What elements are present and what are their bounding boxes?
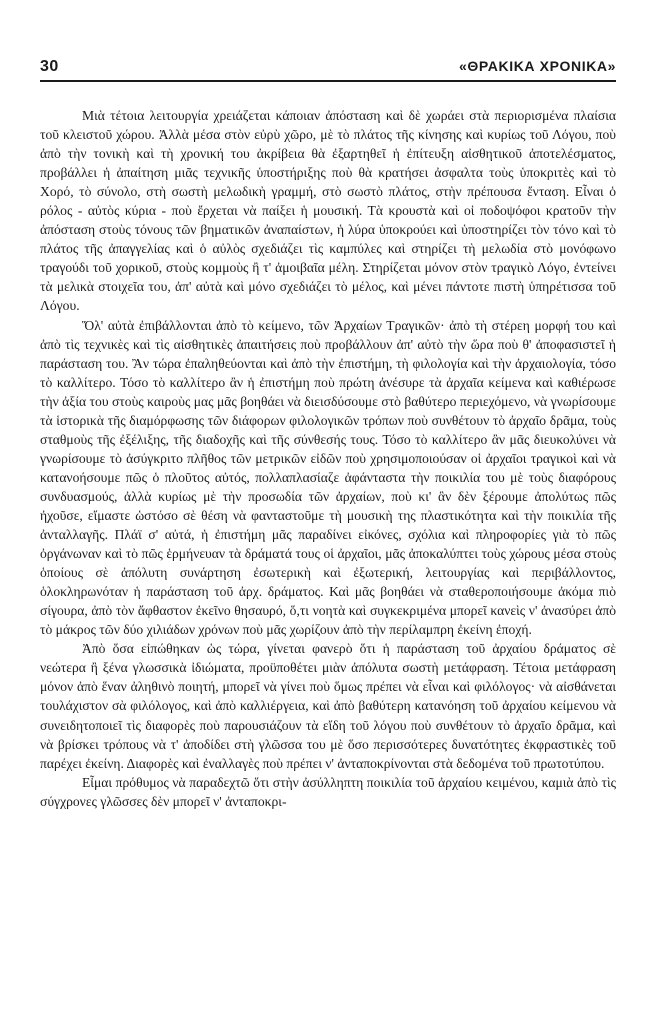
paragraph: Ἀπὸ ὅσα εἰπώθηκαν ὡς τώρα, γίνεται φανερὸ ὅτι ἡ παράσταση τοῦ ἀρχαίου δράματος σὲ νεώτερα ἢ ξένα γλωσσικὰ ἰδιώματα, προϋποθέτει μιὰν ἀπόλυτα σωστὴ μετάφραση. Τέτοια μετάφραση μόνον ἀπὸ ἕναν ἀληθινὸ ποιητή, μπορεῖ νὰ γίνει ποὺ ὅμως πρέπει νὰ εἶναι καὶ φιλόλογος· νὰ αἰσθάνεται τουλάχιστον σὰ φιλόλογος, καὶ ἀπὸ καλλιέργεια, καὶ ἀπὸ βαθύτερη κατανόηση τοῦ ἀρχαίου κείμενου νὰ συνειδητοποιεῖ τὶς διαφορὲς ποὺ παρουσιάζουν τὰ εἴδη τοῦ λόγου ποὺ συνθέτουν τὸ ἀρχαῖο δρᾶμα, καὶ νὰ βρίσκει τρόπους νὰ τ' ἀποδίδει στὴ γλῶσσα του μὲ ὅσο περισσότερες δυνατότητες ἐκφραστικὲς τοῦ παρέχει ἐκείνη. Διαφορὲς καὶ ἐναλλαγὲς ποὺ πρέπει ν' ἀνταποκρίνονται στὰ δεδομένα τοῦ πρωτοτύπου.: [40, 641, 616, 771]
running-title: «ΘΡΑΚΙΚΑ ΧΡΟΝΙΚΑ»: [459, 58, 616, 74]
paragraph: Μιὰ τέτοια λειτουργία χρειάζεται κάποιαν ἀπόσταση καὶ δὲ χωράει στὰ περιορισμένα πλαίσια τοῦ κλειστοῦ χώρου. Ἀλλὰ μέσα στὸν εὐρὺ χῶρο, μὲ τὸ πλάτος τῆς κίνησης καὶ κυρίως τοῦ Λόγου, ποὺ ἀπὸ τὴν τονικὴ καὶ τὴ χρονική του ἀκρίβεια θὰ ἐξαρτηθεῖ ἡ ἐπίτευξη αἰσθητικοῦ ἀποτελέσματος, προβάλλει ἡ ἀπαίτηση μιᾶς τεχνικῆς ὑποστήριξης ποὺ θὰ κρατήσει ἀσφαλτα τοὺς ὑποκριτὲς καὶ τὸ Χορό, τὸ σύνολο, στὴ σωστὴ μελωδικὴ γραμμή, στὸ σωστὸ πλάτος, στὴν πρέπουσα ἔνταση. Εἶναι ὁ ρόλος - αὐτὸς κύρια - ποὺ ἔρχεται νὰ παίξει ἡ μουσική. Τὰ κρουστὰ καὶ οἱ ποδοψόφοι κρατοῦν τὴν ἀπόσταση στοὺς τόνους τῶν βηματικῶν ἀναπαίστων, ἡ λύρα ὑποκρούει καὶ ὑποστηρίζει τὸν τόνο καὶ τὸ πλάτος τῆς ἀπαγγελίας καὶ ὁ αὐλὸς σχεδιάζει τὶς καμπύλες καὶ στηρίζει τὴ μελωδία στὸ μονόφωνο τραγούδι τοῦ χορικοῦ, στοὺς κομμοὺς ἢ τ' ἀμοιβαῖα μέλη. Στηρίζεται μόνον στὸν τραγικὸ Λόγο, ἐντείνει τὰ μελικὰ στοιχεῖα του, ἀπ' αὐτὰ καὶ μόνο σχεδιάζει τὸ μέλος, καὶ μένει πάντοτε πιστὴ ὑπηρέτισσα τοῦ Λόγου.: [40, 108, 616, 314]
paragraph: Ὅλ' αὐτὰ ἐπιβάλλονται ἀπὸ τὸ κείμενο, τῶν Ἀρχαίων Τραγικῶν· ἀπὸ τὴ στέρεη μορφή του καὶ ἀπὸ τὶς τεχνικὲς καὶ τὶς αἰσθητικὲς ἀπαιτήσεις ποὺ προβάλλουν ἀπ' αὐτὸ τὴν ὥρα ποὺ θ' ἀποφασιστεῖ ἡ παράσταση του. Ἂν τώρα ἐπαληθεύονται καὶ ἀπὸ τὴν ἐπιστήμη, τὴ φιλολογία καὶ τὴν ἀρχαιολογία, τόσο τὸ καλλίτερο. Τόσο τὸ καλλίτερο ἂν ἡ ἐπιστήμη ποὺ πρώτη ἀνέσυρε τὰ ἀρχαῖα κείμενα καὶ καθιέρωσε τὴν ἀξία του στοὺς καιροὺς μας μᾶς βοηθάει νὰ διεισδύσουμε στὸ βαθύτερο περιεχόμενο, νὰ γνωρίσουμε τὰ ἱστορικὰ τῆς διαμόρφωσης τῶν διάφορων φιλολογικῶν τρόπων ποὺ συνθέτουν τὸ ἀρχαῖο δρᾶμα, τοὺς σταθμοὺς τῆς ἐξέλιξης, τῆς διαδοχῆς καὶ τῆς σύνθεσής τους. Τόσο τὸ καλλίτερο ἂν μᾶς διευκολύνει νὰ γνωρίσουμε τὸ ἀσύγκριτο πλῆθος τῶν μετρικῶν εἰδῶν ποὺ χρησιμοποιούσαν οἱ ἀρχαῖοι τραγικοὶ καὶ νὰ κατανοήσουμε πῶς ὁ πλοῦτος αὐτός, πολλαπλασίαζε ἀφάνταστα τὴν ποικιλία του μὲ τοὺς διαφόρους συνδυασμούς, ἀλλὰ κυρίως μὲ τὴν προσωδία τῶν ἀρχαίων, ποὺ κι' ἂν δὲν ξέρουμε ἀπολύτως πῶς ἠχοῦσε, εἴμαστε ὡστόσο σὲ θέση νὰ φανταστοῦμε τὴ μουσικὴ της πλαστικότητα καὶ τὴν ποικιλία τῆς ἀνταλλαγῆς. Πλάϊ σ' αὐτά, ἡ ἐπιστήμη μᾶς παραδίνει εἰκόνες, σχόλια καὶ πληροφορίες γιὰ τὸ πῶς ὀργάνωναν καὶ τὸ πῶς ἑρμήνευαν τὰ δράματά τους οἱ ἀρχαῖοι, μᾶς ἀποκαλύπτει τοὺς χώρους μέσα στοὺς ὁποίους σὲ ἀπόλυτη συνάρτηση ἐσωτερικὴ καὶ ἐξωτερική, λειτουργίας καὶ περιβάλλοντος, ὁλοκληρωνόταν ἡ παράσταση τοῦ ἀρχ. δράματος. Καὶ μᾶς βοηθάει νὰ σταθεροποιήσουμε ἀκόμα πιὸ σίγουρα, ἀπὸ τὸν ἄφθαστον ἐκεῖνο θησαυρό, ὅ,τι νοητὰ καὶ συγκεκριμένα μπορεῖ κανεὶς ν' ἀνασύρει ἀπὸ τὸ μάκρος τῶν δύο χιλιάδων χρόνων ποὺ μᾶς χωρίζουν ἀπὸ τὴν περίλαμπρη ἐκείνη ἐποχή.: [40, 317, 616, 638]
page-header: [40, 58, 616, 82]
main-text: [40, 106, 616, 811]
paragraph: Εἶμαι πρόθυμος νὰ παραδεχτῶ ὅτι στὴν ἀσύλληπτη ποικιλία τοῦ ἀρχαίου κειμένου, καμιὰ ἀπὸ τὶς σύγχρονες γλῶσσες δὲν μπορεῖ ν' ἀνταποκρι-: [40, 774, 616, 809]
page-number: 30: [40, 58, 59, 75]
book-page: [40, 58, 616, 811]
